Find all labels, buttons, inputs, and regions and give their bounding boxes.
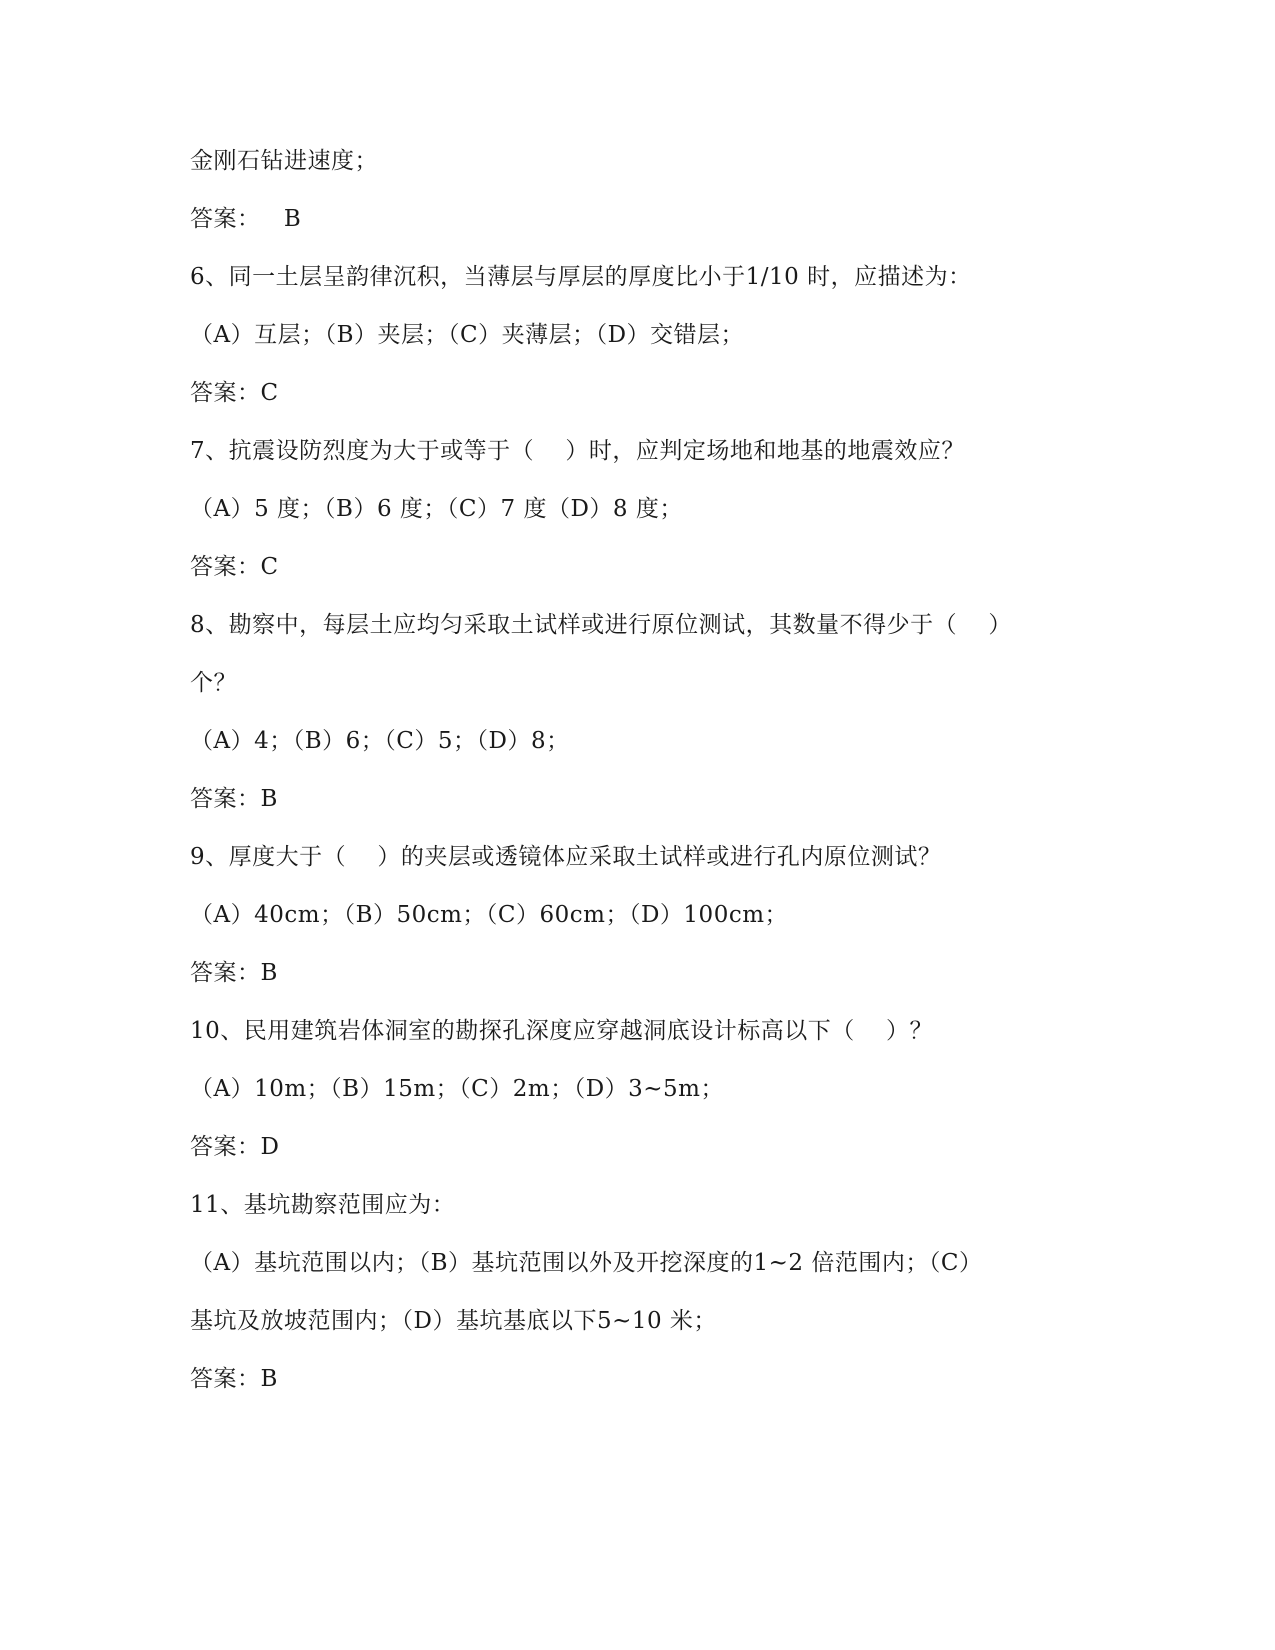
text-line-drilling-speed: 金刚石钻进速度； [190, 148, 378, 174]
answer-line-q6: 答案：C [190, 380, 279, 406]
options-q8: （A）4；（B）6；（C）5；（D）8； [190, 728, 570, 754]
answer-line-q7: 答案：C [190, 554, 279, 580]
options-q9: （A）40cm；（B）50cm；（C）60cm；（D）100cm； [190, 902, 789, 928]
answer-line-q8: 答案：B [190, 786, 278, 812]
options-q7: （A）5 度；（B）6 度；（C）7 度（D）8 度； [190, 496, 683, 522]
options-q6: （A）互层；（B）夹层；（C）夹薄层；（D）交错层； [190, 322, 745, 348]
question-9: 9、厚度大于（ ）的夹层或透镜体应采取土试样或进行孔内原位测试？ [190, 844, 942, 870]
question-8-continued: 个？ [190, 670, 237, 696]
options-q10: （A）10m；（B）15m；（C）2m；（D）3~5m； [190, 1076, 724, 1102]
question-10: 10、民用建筑岩体洞室的勘探孔深度应穿越洞底设计标高以下（ ）？ [190, 1018, 934, 1044]
answer-line-q5: 答案： B [190, 206, 302, 232]
question-8: 8、勘察中，每层土应均匀采取土试样或进行原位测试，其数量不得少于（ ） [190, 612, 1012, 638]
answer-line-q9: 答案：B [190, 960, 278, 986]
question-11: 11、基坑勘察范围应为： [190, 1192, 456, 1218]
question-7: 7、抗震设防烈度为大于或等于（ ）时，应判定场地和地基的地震效应？ [190, 438, 965, 464]
options-q11-part2: 基坑及放坡范围内；（D）基坑基底以下5~10 米； [190, 1308, 717, 1334]
answer-line-q11: 答案：B [190, 1366, 278, 1392]
answer-line-q10: 答案：D [190, 1134, 280, 1160]
question-6: 6、同一土层呈韵律沉积，当薄层与厚层的厚度比小于1/10 时，应描述为： [190, 264, 972, 290]
options-q11-part1: （A）基坑范围以内；（B）基坑范围以外及开挖深度的1~2 倍范围内；（C） [190, 1250, 983, 1276]
